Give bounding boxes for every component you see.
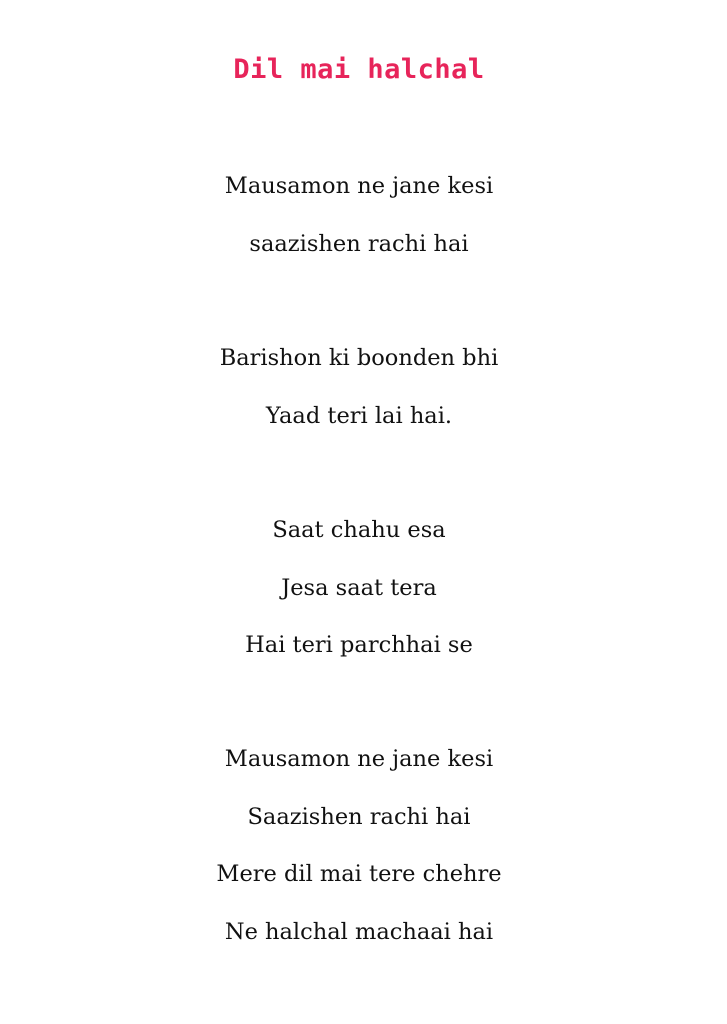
poem-line: Mausamon ne jane kesi xyxy=(224,746,494,772)
poem-title: Dil mai halchal xyxy=(233,54,485,85)
poem-line: Hai teri parchhai se xyxy=(245,632,473,658)
poem-line: Jesa saat tera xyxy=(281,575,437,601)
poem-line: Mere dil mai tere chehre xyxy=(216,861,502,887)
poem-line: Yaad teri lai hai. xyxy=(265,403,453,429)
poem-line: Barishon ki boonden bhi xyxy=(219,345,499,371)
poem-line: saazishen rachi hai xyxy=(249,231,469,257)
poem-line: Saazishen rachi hai xyxy=(247,804,471,830)
poem-line: Ne halchal machaai hai xyxy=(224,919,494,945)
poem-line: Saat chahu esa xyxy=(272,517,446,543)
poem-line: Mausamon ne jane kesi xyxy=(224,173,494,199)
